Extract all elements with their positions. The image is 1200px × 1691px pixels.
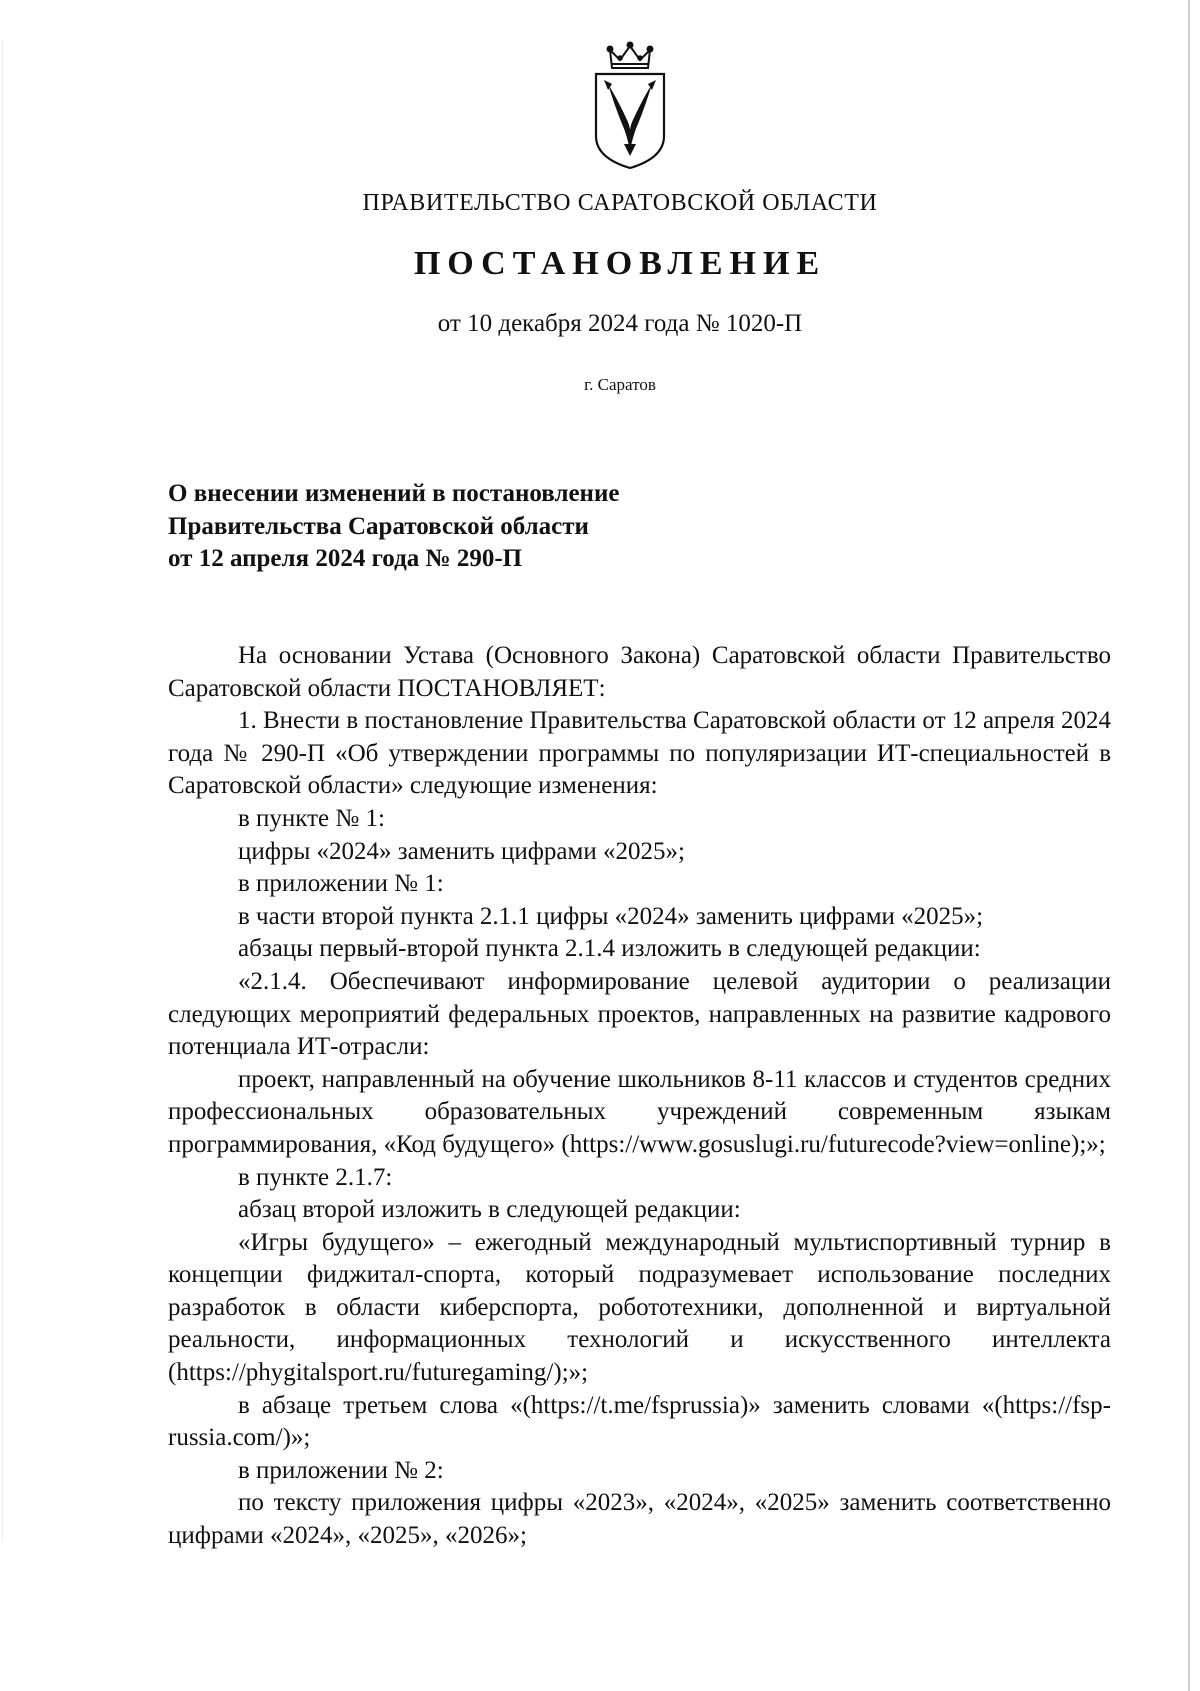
body-paragraph: 1. Внести в постановление Правительства Саратовской области от 12 апреля 2024 года № 290-П «Об утверждении программы по популяризации ИТ-специальностей в Саратовской области» следующие изменения: bbox=[168, 707, 1111, 800]
body-paragraph: «Игры будущего» – ежегодный международный мультиспортивный турнир в концепции фиджитал-спорта, который подразумевает использование последних разработок в области киберспорта, робототехники, дополненной и виртуальной реальности, информационных технологий и искусственного интеллекта (https://phygitalsport.ru/futuregaming/);»; bbox=[168, 1228, 1111, 1387]
document-subject bbox=[168, 478, 619, 576]
body-paragraph: «2.1.4. Обеспечивают информирование целевой аудитории о реализации следующих мероприятий федеральных проектов, направленных на развитие кадрового потенциала ИТ-отрасли: bbox=[168, 967, 1111, 1061]
body-paragraph: в приложении № 1: bbox=[238, 870, 444, 898]
body-paragraph: На основании Устава (Основного Закона) Саратовской области Правительство Саратовской области ПОСТАНОВЛЯЕТ: bbox=[168, 642, 1111, 702]
body-paragraph: в абзаце третьем слова «(https://t.me/fsprussia)» заменить словами «(https://fsp-russia.com/)»; bbox=[168, 1391, 1111, 1452]
body-paragraph: проект, направленный на обучение школьников 8-11 классов и студентов средних профессиональных образовательных учреждений современным языкам программирования, «Код будущего» (https://www.gosuslugi.ru/futurecode?view=online);»; bbox=[168, 1065, 1111, 1158]
document-body bbox=[168, 640, 1111, 1553]
body-paragraph: цифры «2024» заменить цифрами «2025»; bbox=[238, 837, 685, 865]
subject-line: от 12 апреля 2024 года № 290-П bbox=[168, 545, 523, 572]
body-paragraph: в приложении № 2: bbox=[238, 1456, 444, 1484]
body-paragraph: абзацы первый-второй пункта 2.1.4 изложить в следующей редакции: bbox=[238, 935, 981, 963]
document-city: г. Саратов bbox=[584, 375, 656, 394]
saratov-coat-of-arms-icon bbox=[588, 40, 672, 170]
body-paragraph: в пункте 2.1.7: bbox=[238, 1163, 393, 1191]
government-name: ПРАВИТЕЛЬСТВО САРАТОВСКОЙ ОБЛАСТИ bbox=[362, 190, 878, 216]
body-paragraph: абзац второй изложить в следующей редакции: bbox=[238, 1196, 741, 1224]
body-paragraph: по тексту приложения цифры «2023», «2024», «2025» заменить соответственно цифрами «2024», «2025», «2026»; bbox=[168, 1489, 1111, 1550]
subject-line: Правительства Саратовской области bbox=[168, 512, 589, 540]
subject-line: О внесении изменений в постановление bbox=[168, 480, 620, 507]
body-paragraph: в части второй пункта 2.1.1 цифры «2024» заменить цифрами «2025»; bbox=[238, 902, 984, 930]
document-date-number: от 10 декабря 2024 года № 1020-П bbox=[437, 310, 803, 337]
document-type-title: ПОСТАНОВЛЕНИЕ bbox=[413, 245, 827, 282]
body-paragraph: в пункте № 1: bbox=[238, 804, 385, 832]
